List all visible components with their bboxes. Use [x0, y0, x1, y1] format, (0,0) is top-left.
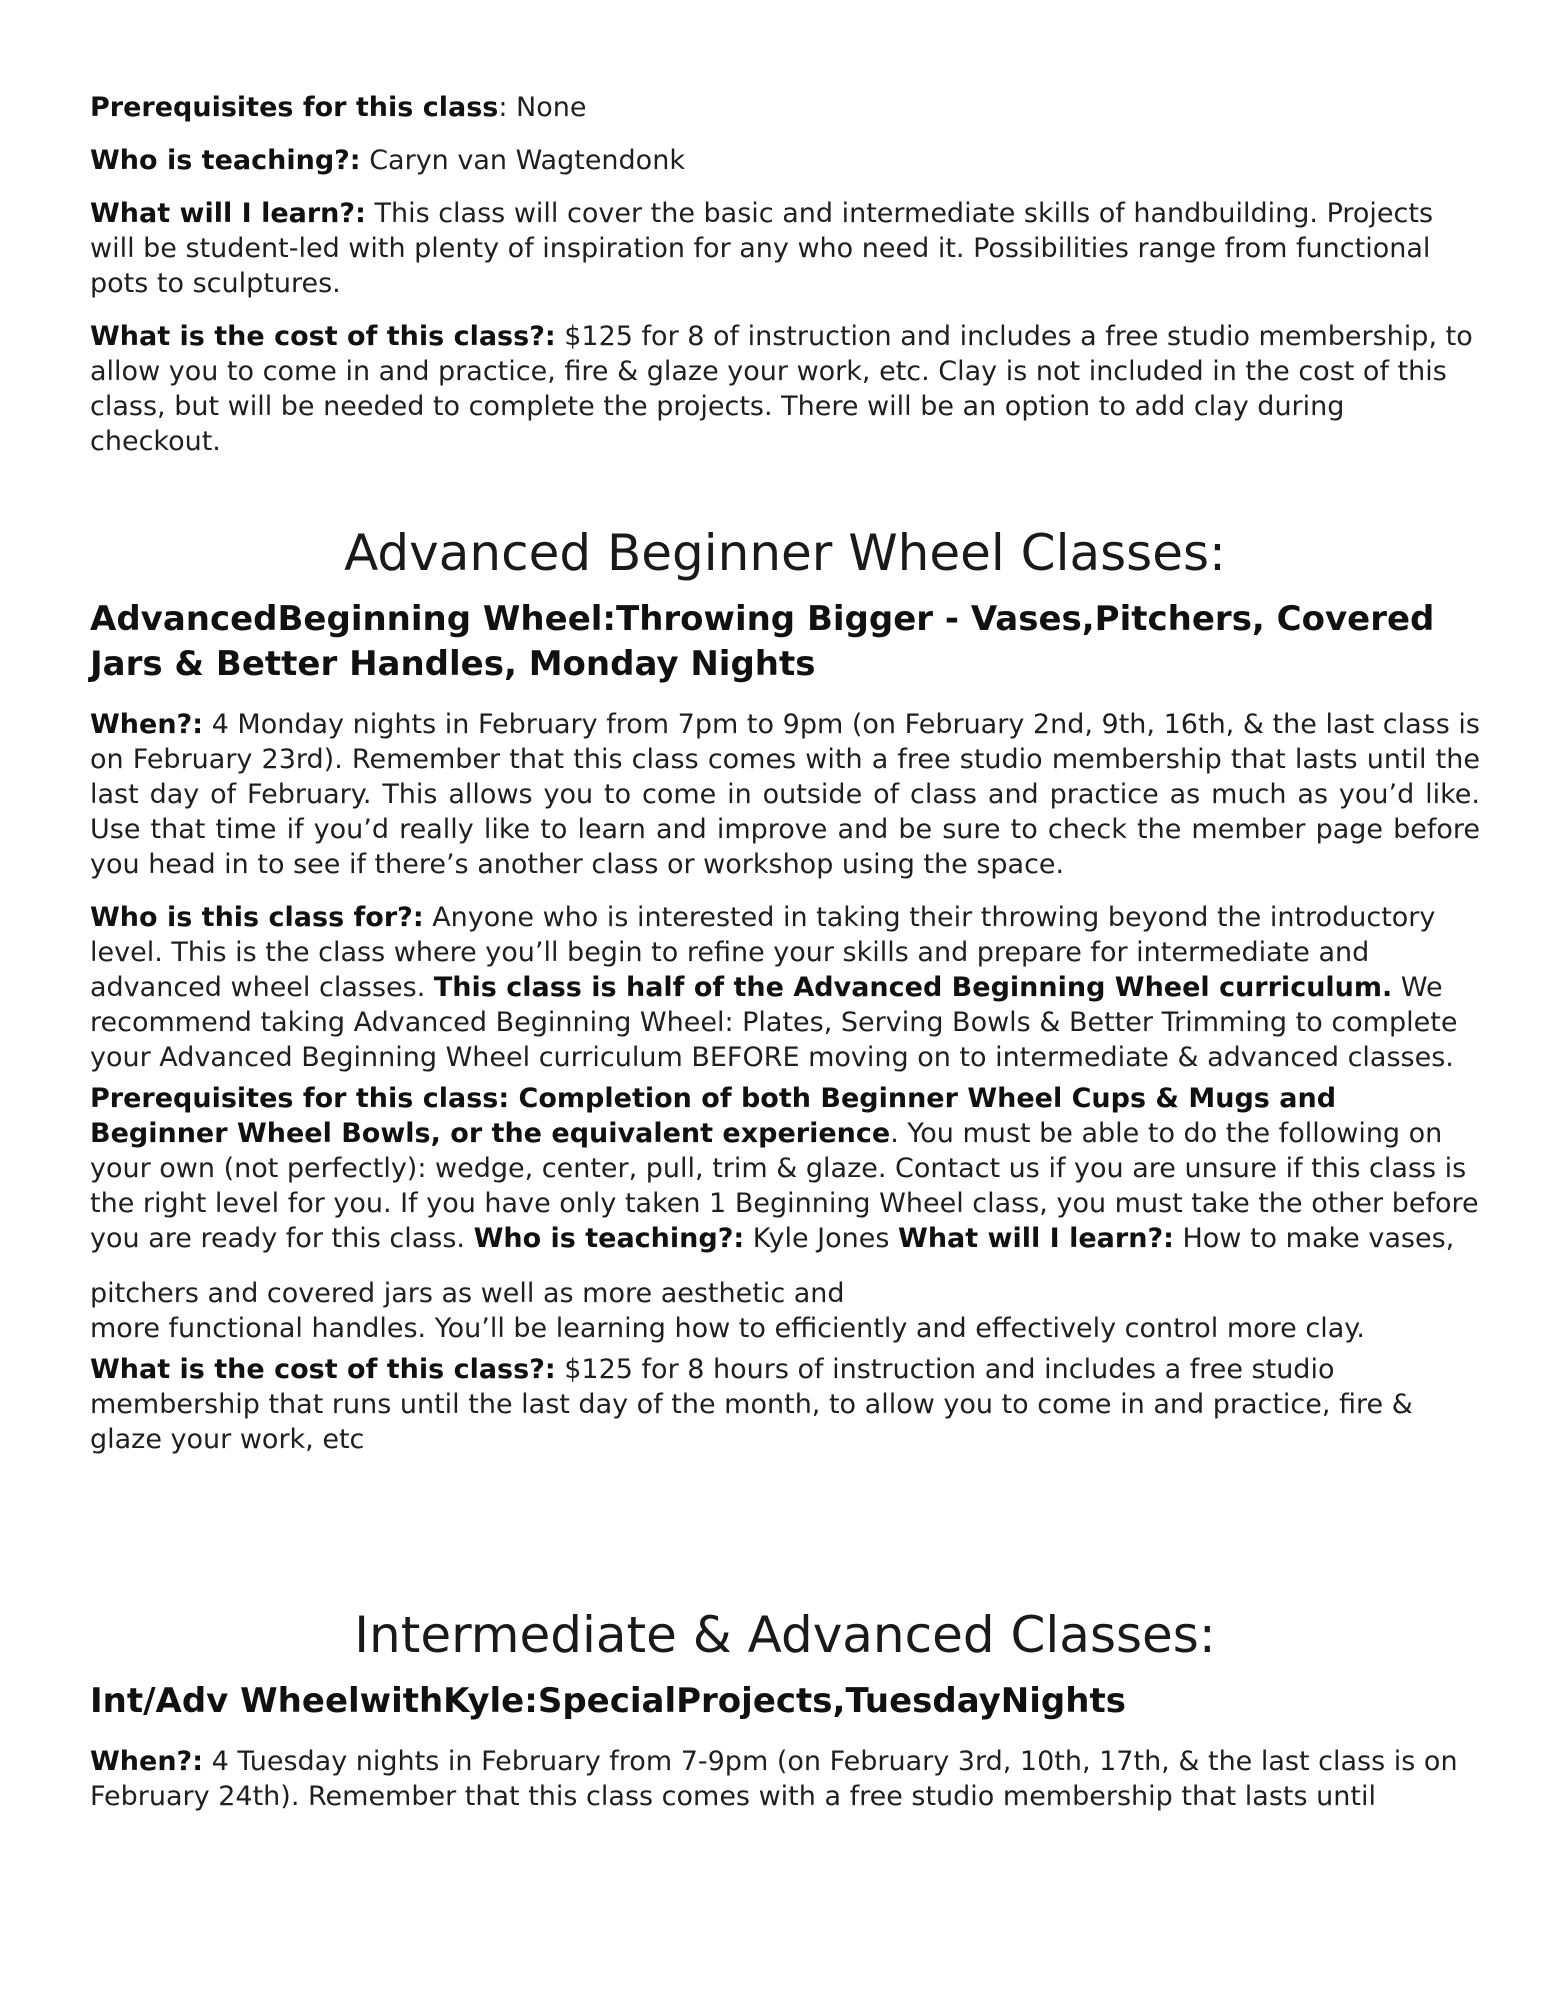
- prerequisites-value: . You must be able to do the following on your own (not perfectly): wedge, center, pull, trim & glaze. Contact us if you are unsure if this class is the right level for you. If you have only taken 1 Beginning Wheel class, you must take the other before you are ready for this class.: [90, 1118, 1479, 1254]
- cost-label: What is the cost of this class?:: [90, 1354, 556, 1385]
- learn-value: This class will cover the basic and intermediate skills of handbuilding. Projects will be student-led with plenty of inspiration for any who need it. Possibilities range from functional pots to sculptures.: [90, 198, 1434, 299]
- learn-label: What will I learn?:: [90, 198, 366, 229]
- teacher-label: Who is teaching?:: [473, 1223, 745, 1254]
- prerequisites-label: Prerequisites for this class: Completion of both Beginner Wheel Cups & Mugs and Beginner Wheel Bowls, or the equivalent experience: [90, 1083, 1337, 1149]
- cost-label: What is the cost of this class?:: [90, 321, 556, 352]
- who-for-value: Anyone who is interested in taking their throwing beyond the introductory level. This is the class where you’ll begin to refine your skills and prepare for intermediate and advanced wheel classes.: [90, 902, 1436, 1003]
- handbuilding-learn: [90, 196, 1480, 301]
- prerequisites-value: : None: [498, 92, 587, 123]
- teacher-label: Who is teaching?:: [90, 145, 361, 176]
- prerequisites-label: Prerequisites for this class: [90, 92, 499, 123]
- when-label: When?:: [90, 709, 203, 740]
- learn-value-continued-2: more functional handles. You’ll be learning how to efficiently and effectively control more clay.: [90, 1313, 1365, 1344]
- handbuilding-prerequisites: [90, 90, 1480, 125]
- advanced-beginner-cost: [90, 1352, 1480, 1457]
- cost-value: $125 for 8 of instruction and includes a free studio membership, to allow you to come in and practice, fire & glaze your work, etc. Clay is not included in the cost of this class, but will be needed to complete the projects. There will be an option to add clay during checkout.: [90, 321, 1473, 457]
- teacher-value: Kyle Jones: [744, 1223, 899, 1254]
- when-value: 4 Tuesday nights in February from 7-9pm (on February 3rd, 10th, 17th, & the last class is on February 24th). Remember that this class comes with a free studio membership that lasts until: [90, 1746, 1458, 1812]
- teacher-value: Caryn van Wagtendonk: [360, 145, 685, 176]
- curriculum-note: This class is half of the Advanced Beginning Wheel curriculum.: [433, 972, 1393, 1003]
- advanced-beginner-who-for: [90, 900, 1480, 1075]
- learn-value-continued: pitchers and covered jars as well as more aesthetic and: [90, 1278, 845, 1309]
- advanced-beginner-learn-continued: [90, 1276, 1480, 1346]
- advanced-beginner-prerequisites: [90, 1081, 1480, 1256]
- when-value: 4 Monday nights in February from 7pm to 9pm (on February 2nd, 9th, 16th, & the last class is on February 23rd). Remember that this class comes with a free studio membership that lasts until the last day of February. This allows you to come in outside of class and practice as much as you’d like. Use that time if you’d really like to learn and improve and be sure to check the member page before you head in to see if there’s another class or workshop using the space.: [90, 709, 1480, 880]
- class-title-int-adv-wheel: Int/Adv WheelwithKyle:SpecialProjects,TuesdayNights: [90, 1681, 1126, 1721]
- section-heading-intermediate-advanced: Intermediate & Advanced Classes:: [354, 1606, 1216, 1664]
- learn-value: How to make vases,: [1173, 1223, 1455, 1254]
- document-page: [90, 90, 1480, 1814]
- when-label: When?:: [90, 1746, 203, 1777]
- handbuilding-cost: [90, 319, 1480, 459]
- who-for-tail: We recommend taking Advanced Beginning Wheel: Plates, Serving Bowls & Better Trimming to complete your Advanced Beginning Wheel curriculum BEFORE moving on to intermediate & advanced classes.: [90, 972, 1458, 1073]
- advanced-beginner-when: [90, 707, 1480, 882]
- cost-value: $125 for 8 hours of instruction and includes a free studio membership that runs until the last day of the month, to allow you to come in and practice, fire & glaze your work, etc: [90, 1354, 1413, 1455]
- intermediate-advanced-when: [90, 1744, 1480, 1814]
- class-title-advanced-beginning-wheel: AdvancedBeginning Wheel:Throwing Bigger - Vases,Pitchers, Covered Jars & Better Handles, Monday Nights: [90, 599, 1435, 684]
- section-heading-advanced-beginner: Advanced Beginner Wheel Classes:: [344, 524, 1226, 582]
- learn-label: What will I learn?:: [898, 1223, 1174, 1254]
- who-for-label: Who is this class for?:: [90, 902, 424, 933]
- handbuilding-teacher: [90, 143, 1480, 178]
